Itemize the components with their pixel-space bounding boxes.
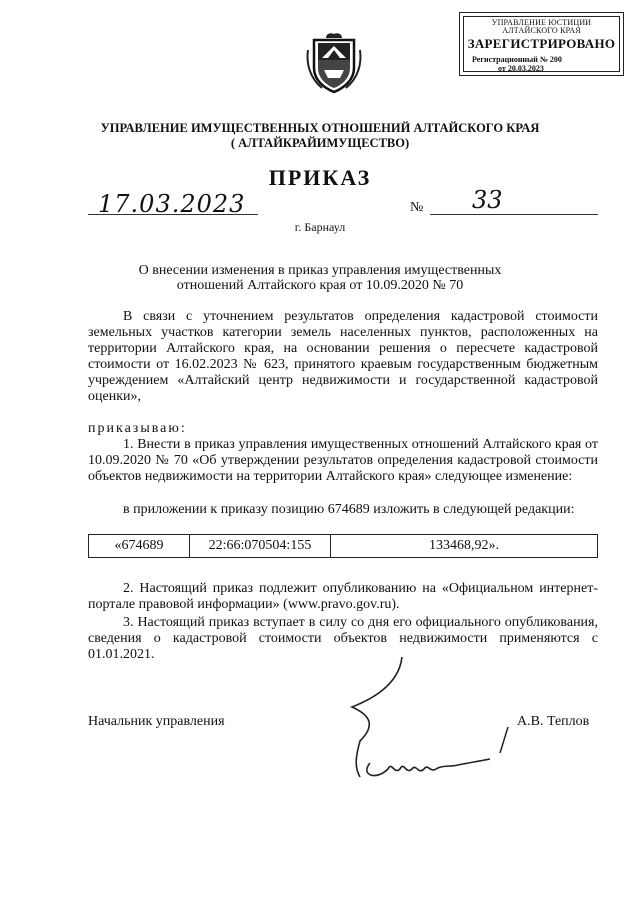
item-1: 1. Внести в приказ управления имущественных отношений Алтайского края от 10.09.2020 № 70 «Об утверждении результатов определения кадастровой стоимости объектов недвижимости на территории Алтайского края» следующее изменение:: [88, 437, 598, 484]
cadastral-value-table: [88, 534, 598, 558]
doc-type-title: ПРИКАЗ: [268, 165, 372, 190]
handwritten-date: 17.03.2023: [98, 190, 246, 218]
stamp-reg-number: Регистрационный № 200: [472, 55, 562, 64]
date-underline: [88, 214, 258, 215]
city: г. Барнаул: [294, 220, 346, 234]
subject-line-2: отношений Алтайского края от 10.09.2020 № 70: [176, 278, 464, 293]
table-row: [89, 535, 598, 558]
handwritten-number: 33: [472, 186, 503, 214]
number-sign: №: [410, 200, 424, 215]
item-1-detail: в приложении к приказу позицию 674689 изложить в следующей редакции:: [123, 502, 575, 517]
handwritten-signature: [330, 655, 520, 785]
preamble: В связи с уточнением результатов определения кадастровой стоимости земельных участков категории земель населенных пунктов, расположенных на территории Алтайского края, на основании решения о пересчете кадастровой стоимости от 16.02.2023 № 623, принятого краевым государственным бюджетным учреждением «Алтайский центр недвижимости и государственной кадастровой оценки»,: [88, 309, 598, 404]
number-underline: [430, 214, 598, 215]
subject-line-1: О внесении изменения в приказ управления имущественных: [138, 263, 502, 278]
org-name: УПРАВЛЕНИЕ ИМУЩЕСТВЕННЫХ ОТНОШЕНИЙ АЛТАЙСКОГО КРАЯ: [100, 121, 540, 135]
signatory-name: А.В. Теплов: [517, 714, 590, 729]
coat-of-arms-icon: [304, 30, 364, 94]
cadastral-value-cell: 133468,92».: [331, 535, 598, 558]
subject: [0, 263, 640, 293]
order-word: приказываю:: [88, 421, 187, 436]
stamp-org: УПРАВЛЕНИЕ ЮСТИЦИИ АЛТАЙСКОГО КРАЯ: [491, 18, 592, 35]
item-2: 2. Настоящий приказ подлежит опубликованию на «Официальном интернет-портале правовой информации» (www.pravo.gov.ru).: [88, 581, 598, 612]
registration-stamp: [459, 12, 624, 76]
stamp-status: ЗАРЕГИСТРИРОВАНО: [467, 36, 616, 51]
stamp-reg-date: от 20.03.2023: [498, 64, 544, 73]
item-3: 3. Настоящий приказ вступает в силу со дня его официального опубликования, сведения о кадастровой стоимости объектов недвижимости применяются с 01.01.2021.: [88, 615, 598, 662]
org-short-name: ( АЛТАЙКРАЙИМУЩЕСТВО): [230, 136, 410, 150]
signatory-title: Начальник управления: [88, 714, 225, 729]
cadastral-number-cell: 22:66:070504:155: [190, 535, 331, 558]
position-cell: «674689: [89, 535, 190, 558]
